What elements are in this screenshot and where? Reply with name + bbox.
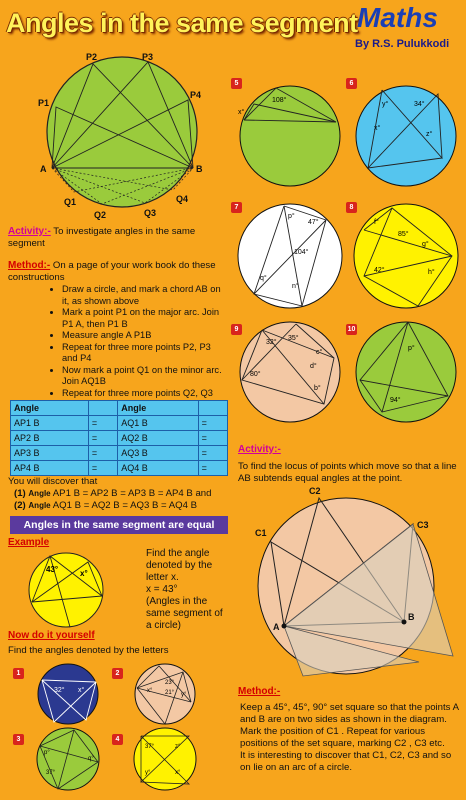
svg-text:32°: 32°	[266, 339, 277, 346]
svg-text:x°: x°	[175, 770, 181, 776]
example-figure	[10, 550, 122, 630]
svg-text:f°: f°	[374, 219, 379, 226]
label-q1: Q1	[64, 197, 77, 207]
example-label: Example	[8, 537, 50, 548]
table-header: Angle	[118, 401, 198, 416]
table-cell: AQ3 B	[118, 446, 198, 461]
label-q4: Q4	[176, 194, 189, 204]
table-cell: =	[198, 461, 227, 476]
svg-text:21°: 21°	[165, 690, 175, 696]
svg-text:23°: 23°	[165, 680, 175, 686]
problem-number: 6	[346, 78, 357, 89]
activity1-label: Activity:-	[8, 226, 51, 237]
problem-number: 3	[13, 734, 24, 745]
method1-step: • Draw a circle, and mark a chord AB on it, as shown above	[62, 284, 226, 307]
svg-text:108°: 108°	[272, 97, 287, 104]
table-cell: =	[88, 446, 117, 461]
table-cell: AQ2 B	[118, 431, 198, 446]
table-row	[11, 416, 228, 431]
table-cell: AP4 B	[11, 461, 89, 476]
problem-4-figure	[125, 726, 205, 792]
discover-intro: You will discover that	[8, 476, 98, 487]
label-p2: P2	[86, 52, 98, 62]
svg-text:q°: q°	[260, 275, 267, 282]
key-fact-banner: Angles in the same segment are equal	[10, 516, 228, 534]
svg-text:n°: n°	[292, 283, 299, 290]
label-q3: Q3	[144, 208, 157, 218]
svg-text:80°: 80°	[250, 371, 261, 378]
table-cell: =	[198, 416, 227, 431]
example-question: Find the angle denoted by the letter x.	[146, 548, 213, 583]
problem-number: 9	[231, 324, 242, 335]
svg-text:85°: 85°	[398, 231, 409, 238]
table-cell: AP3 B	[11, 446, 89, 461]
label-p1: P1	[38, 98, 50, 108]
problem-1-figure	[28, 662, 108, 726]
label-p3: P3	[142, 52, 154, 62]
example-text-block	[146, 548, 226, 632]
problem-number: 4	[112, 734, 123, 745]
svg-text:g°: g°	[422, 241, 429, 248]
problem-8-figure	[348, 200, 463, 312]
svg-text:x°: x°	[147, 688, 153, 694]
activity1-text: To investigate angles in the same segment	[8, 226, 196, 249]
svg-text:c°: c°	[316, 349, 323, 356]
svg-text:y°: y°	[145, 770, 151, 776]
table-cell: AQ1 B	[118, 416, 198, 431]
table-header	[88, 401, 117, 416]
problem-3-figure	[28, 726, 108, 792]
discover-block	[8, 476, 233, 512]
table-header	[198, 401, 227, 416]
problem-number: 8	[346, 202, 357, 213]
svg-text:q°: q°	[88, 756, 94, 762]
table-row	[11, 446, 228, 461]
svg-text:x°: x°	[238, 109, 245, 116]
activity2-label: Activity:-	[238, 444, 281, 455]
table-header: Angle	[11, 401, 89, 416]
method2-text2: It is interesting to discover that C1, C2, C3 and so on lie on an arc of a circle.	[240, 750, 452, 773]
table-cell: =	[88, 431, 117, 446]
activity1-block	[8, 226, 223, 250]
method2-block	[238, 686, 460, 774]
practice-text: Find the angles denoted by the letters	[8, 645, 169, 656]
table-cell: AQ4 B	[118, 461, 198, 476]
table-cell: =	[198, 446, 227, 461]
table-cell: AP1 B	[11, 416, 89, 431]
table-row	[11, 461, 228, 476]
problem-9-figure	[232, 318, 347, 426]
svg-text:y°: y°	[181, 692, 187, 698]
problem-2-figure	[125, 662, 205, 726]
example-answer: x = 43°	[146, 584, 178, 595]
svg-text:37°: 37°	[145, 744, 155, 750]
method2-text1: Keep a 45°, 45°, 90° set square so that the points A and B are on two sides as shown in the diagram. Mark the position of C1 . Repeat for various positions of the set square, marking C2 , C3 etc.	[240, 702, 459, 749]
svg-text:p°: p°	[44, 750, 50, 756]
author-line: By R.S. Pulukkodi	[355, 38, 450, 50]
locus-label-b: B	[408, 612, 415, 622]
svg-text:z°: z°	[175, 744, 181, 750]
method1-step: • Repeat for three more points P2, P3 and P4	[62, 342, 226, 365]
discover-item: (1) Angle AP1 B = AP2 B = AP3 B = AP4 B and	[14, 488, 212, 499]
table-header-row	[11, 401, 228, 416]
subject-heading: Maths	[357, 2, 438, 33]
label-b: B	[196, 164, 203, 174]
svg-text:x°: x°	[374, 125, 381, 132]
problem-5-figure	[232, 80, 347, 190]
locus-figure	[243, 486, 461, 686]
svg-text:35°: 35°	[288, 335, 299, 342]
label-q2: Q2	[94, 210, 107, 220]
main-circle-figure	[30, 50, 220, 225]
locus-label-c1: C1	[255, 528, 267, 538]
example-angle-given: 43°	[46, 565, 59, 574]
problem-number: 7	[231, 202, 242, 213]
page-title: Angles in the same segment	[6, 8, 358, 38]
locus-label-c3: C3	[417, 520, 429, 530]
activity2-text: To find the locus of points which move so that a line AB subtends equal angles at the point.	[238, 461, 457, 484]
method2-label: Method:-	[238, 686, 281, 697]
label-a: A	[40, 164, 47, 174]
example-angle-unknown: x°	[80, 569, 88, 578]
method1-label: Method:-	[8, 260, 51, 271]
table-cell: AP2 B	[11, 431, 89, 446]
problem-number: 2	[112, 668, 123, 679]
table-cell: =	[198, 431, 227, 446]
svg-text:37°: 37°	[46, 770, 56, 776]
svg-text:47°: 47°	[308, 219, 319, 226]
svg-text:34°: 34°	[414, 101, 425, 108]
method1-step: • Measure angle A P1B	[62, 330, 226, 342]
svg-text:32°: 32°	[54, 687, 65, 694]
table-cell: =	[88, 416, 117, 431]
svg-text:42°: 42°	[374, 267, 385, 274]
svg-text:h°: h°	[428, 269, 435, 276]
svg-text:104°: 104°	[294, 249, 309, 256]
locus-label-c2: C2	[309, 486, 321, 496]
problem-number: 10	[347, 326, 356, 333]
svg-text:x°: x°	[78, 687, 85, 694]
discover-item: (2) Angle AQ1 B = AQ2 B = AQ3 B = AQ4 B	[14, 500, 198, 511]
method1-step: • Mark a point P1 on the major arc. Join P1 A, then P1 B	[62, 307, 226, 330]
problem-6-figure	[348, 80, 463, 190]
problem-7-figure	[232, 200, 347, 312]
results-table	[10, 400, 228, 476]
svg-text:94°: 94°	[390, 397, 401, 404]
problem-10-figure	[348, 318, 463, 426]
method1-step: • Repeat for three more points Q2, Q3	[62, 388, 226, 411]
table-row	[11, 431, 228, 446]
svg-text:p°: p°	[408, 345, 415, 352]
problem-number: 1	[13, 668, 24, 679]
svg-text:p°: p°	[288, 213, 295, 220]
problem-number: 5	[231, 78, 242, 89]
practice-label: Now do it yourself	[8, 630, 95, 641]
label-p4: P4	[190, 90, 202, 100]
activity2-block	[238, 444, 460, 485]
table-cell: =	[88, 461, 117, 476]
svg-text:z°: z°	[426, 131, 433, 138]
method1-step: • Now mark a point Q1 on the minor arc. Join AQ1B	[62, 365, 226, 388]
svg-text:b°: b°	[314, 385, 321, 392]
svg-text:y°: y°	[382, 101, 389, 108]
svg-text:d°: d°	[310, 363, 317, 370]
method1-intro: On a page of your work book do these constructions	[8, 260, 216, 283]
locus-label-a: A	[273, 622, 280, 632]
example-reason: (Angles in the same segment of a circle)	[146, 596, 223, 631]
